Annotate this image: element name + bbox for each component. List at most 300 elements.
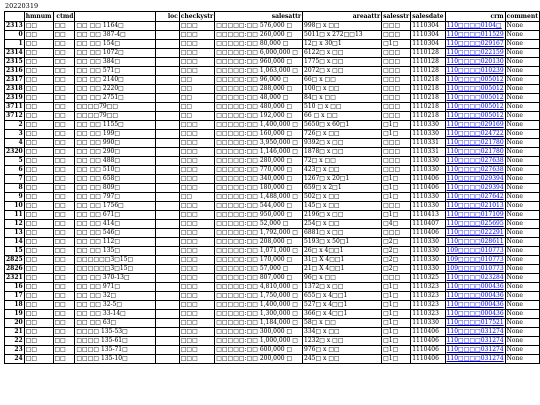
cell-index: 16 — [5, 283, 25, 292]
cell-checkystr: □□□ — [179, 22, 214, 31]
cell-ctmd: □□ — [53, 202, 75, 211]
cell-checkystr: □□□ — [179, 121, 214, 130]
cell-areaattr: 1775□ x □□ — [303, 58, 382, 67]
cell-crm[interactable]: 110□□□□027642 — [446, 193, 504, 200]
cell-salesattr: □□□□□:□□ 260,000 □ — [215, 31, 303, 40]
cell-hmnum: □□ — [24, 112, 53, 121]
cell-crm[interactable]: 110□□□□005012 — [446, 94, 504, 101]
table-row — [5, 346, 540, 355]
cell-comment: None — [505, 346, 539, 355]
cell-hmnum: □□ — [24, 283, 53, 292]
table-row — [5, 175, 540, 184]
cell-comment: None — [505, 265, 539, 274]
cell-areaattr: 2072□ x □□ — [303, 67, 382, 76]
cell-salesstr: □□□ — [382, 139, 411, 148]
cell-salesattr: □□□□□:□□ 300,000 □ — [215, 328, 303, 337]
cell-crm[interactable]: 110□□□□021013 — [446, 202, 504, 209]
cell-salesdate: 1110406 — [411, 355, 445, 364]
cell-address: □□ □□ 33-14□ — [75, 310, 156, 319]
cell-salesstr: □2□ — [382, 256, 411, 265]
cell-salesattr: □□□□□:□□ 1,792,000 □ — [215, 229, 303, 238]
cell-areaattr: 145□ x □□ — [303, 202, 382, 211]
cell-crm[interactable]: 110□□□□017521 — [446, 319, 504, 326]
cell-salesattr: □□□□□:□□ 1,488,000 □ — [215, 193, 303, 202]
cell-crm[interactable]: 110□□□□024722 — [446, 130, 504, 137]
cell-comment: None — [505, 130, 539, 139]
cell-crm[interactable]: 110□□□□027638 — [446, 157, 504, 164]
table-body — [5, 22, 540, 364]
cell-checkystr: □□□ — [179, 355, 214, 364]
cell-hmnum: □□ — [24, 94, 53, 103]
cell-checkystr: □□□ — [179, 211, 214, 220]
cell-salesdate: 1110323 — [411, 292, 445, 301]
cell-hmnum: □□ — [24, 31, 53, 40]
cell-comment: None — [505, 337, 539, 346]
cell-areaattr: 527□ x 4□□1 — [303, 301, 382, 310]
cell-loc — [156, 49, 179, 58]
cell-crm[interactable]: 110□□□□031274 — [446, 355, 504, 362]
cell-crm[interactable]: 110□□□□005012 — [446, 103, 504, 110]
cell-salesstr: □2□ — [382, 265, 411, 274]
cell-salesattr: □□□□□:□□ 48,000 □ — [215, 94, 303, 103]
cell-ctmd: □□ — [53, 166, 75, 175]
table-row — [5, 157, 540, 166]
cell-checkystr: □□□ — [179, 301, 214, 310]
table-row — [5, 31, 540, 40]
cell-hmnum: □□ — [24, 202, 53, 211]
cell-index: 11 — [5, 211, 25, 220]
cell-salesattr: □□□□□:□□ 1,071,000 □ — [215, 247, 303, 256]
cell-crm[interactable]: 110□□□□020130 — [446, 58, 504, 65]
cell-address: □□ □□ 32□ — [75, 292, 156, 301]
cell-salesstr: □1□ — [382, 184, 411, 193]
cell-hmnum: □□ — [24, 328, 53, 337]
cell-salesstr: □□□ — [382, 166, 411, 175]
cell-loc — [156, 58, 179, 67]
cell-comment: None — [505, 283, 539, 292]
cell-address: □□ □□ 1756□ — [75, 202, 156, 211]
cell-hmnum: □□ — [24, 319, 53, 328]
table-row — [5, 193, 540, 202]
cell-areaattr: 726□ x □□ — [303, 130, 382, 139]
cell-index: 20 — [5, 319, 25, 328]
cell-salesdate: 1110218 — [411, 112, 445, 121]
table-row — [5, 40, 540, 49]
cell-comment: None — [505, 292, 539, 301]
cell-address: □□ □□ 112□ — [75, 238, 156, 247]
cell-salesattr: □□□□□:□□ 1,184,000 □ — [215, 319, 303, 328]
cell-index: 14 — [5, 238, 25, 247]
cell-hmnum: □□ — [24, 76, 53, 85]
cell-address: □□ □□ 63□ — [75, 319, 156, 328]
cell-loc — [156, 175, 179, 184]
cell-ctmd: □□ — [53, 112, 75, 121]
cell-checkystr: □□ — [179, 103, 214, 112]
cell-loc — [156, 139, 179, 148]
cell-comment: None — [505, 184, 539, 193]
cell-salesattr: □□□□□:□□ 180,000 □ — [215, 184, 303, 193]
column-header-salesdate: salesdate — [412, 13, 444, 20]
cell-salesattr: □□□□□:□□ 57,000 □ — [215, 265, 303, 274]
cell-hmnum: □□ — [24, 346, 53, 355]
cell-checkystr: □□□ — [179, 157, 214, 166]
cell-ctmd: □□ — [53, 292, 75, 301]
cell-ctmd: □□ — [53, 157, 75, 166]
cell-comment: None — [505, 76, 539, 85]
table-row — [5, 103, 540, 112]
cell-salesdate: 1110323 — [411, 283, 445, 292]
table-row — [5, 58, 540, 67]
cell-loc — [156, 283, 179, 292]
cell-index: 15 — [5, 247, 25, 256]
cell-address: □□ □□ 671□ — [75, 211, 156, 220]
cell-salesattr: □□□□□:□□ 807,000 □ — [215, 274, 303, 283]
cell-areaattr: 1267□ x 20□1 — [303, 175, 382, 184]
cell-crm[interactable]: 110□□□□023284 — [446, 274, 504, 281]
cell-crm[interactable]: 110□□□□010239 — [446, 67, 504, 74]
cell-hmnum: □□ — [24, 40, 53, 49]
cell-loc — [156, 157, 179, 166]
cell-ctmd: □□ — [53, 337, 75, 346]
page-title: 20220319 — [5, 2, 39, 10]
cell-hmnum: □□ — [24, 139, 53, 148]
table-row — [5, 67, 540, 76]
cell-checkystr: □□□ — [179, 130, 214, 139]
cell-salesstr: □1□ — [382, 319, 411, 328]
cell-salesdate: 1110218 — [411, 76, 445, 85]
cell-salesstr: □□□ — [382, 157, 411, 166]
cell-crm[interactable]: 110□□□□005012 — [446, 85, 504, 92]
cell-address: □□□□□□3□15□ — [75, 256, 156, 265]
cell-comment: None — [505, 319, 539, 328]
cell-hmnum: □□ — [24, 22, 53, 31]
cell-comment: None — [505, 67, 539, 76]
cell-loc — [156, 40, 179, 49]
cell-crm[interactable]: 110□□□□021780 — [446, 139, 504, 146]
cell-crm[interactable]: 110□□□□000436 — [446, 283, 504, 290]
cell-ctmd: □□ — [53, 175, 75, 184]
cell-areaattr: 58□ x □□ — [303, 319, 382, 328]
cell-salesstr: □□□ — [382, 148, 411, 157]
cell-comment: None — [505, 193, 539, 202]
cell-salesdate: 1110330 — [411, 247, 445, 256]
cell-comment: None — [505, 202, 539, 211]
cell-hmnum: □□ — [24, 211, 53, 220]
cell-comment: None — [505, 22, 539, 31]
cell-salesstr: □1□ — [382, 301, 411, 310]
cell-index: 17 — [5, 292, 25, 301]
table-row — [5, 49, 540, 58]
cell-address: □□ □□ 1164□ — [75, 22, 156, 31]
cell-index: 2317 — [6, 76, 23, 83]
cell-ctmd: □□ — [53, 49, 75, 58]
table-row — [5, 211, 540, 220]
cell-ctmd: □□ — [53, 193, 75, 202]
cell-hmnum: □□ — [24, 220, 53, 229]
cell-areaattr: 72□ x □□ — [303, 157, 382, 166]
table-row — [5, 139, 540, 148]
column-header-salesattr: salesattr — [215, 12, 303, 22]
cell-salesdate: 1110325 — [411, 274, 445, 283]
cell-salesstr: □□□ — [382, 274, 411, 283]
table-row — [5, 229, 540, 238]
cell-ctmd: □□ — [53, 229, 75, 238]
cell-comment: None — [505, 175, 539, 184]
cell-salesattr: □□□□□:□□ 950,000 □ — [215, 211, 303, 220]
cell-address: □□ □□ 414□ — [75, 220, 156, 229]
column-header-checkystr: checkystr — [180, 13, 214, 20]
cell-hmnum: □□ — [24, 229, 53, 238]
cell-crm[interactable]: 110□□□□029169 — [446, 121, 504, 128]
cell-salesdate: 1110330 — [411, 166, 445, 175]
cell-salesstr: □1□ — [382, 193, 411, 202]
cell-salesdate: 1110331 — [411, 139, 445, 148]
table-row — [5, 22, 540, 31]
cell-hmnum: □□ — [24, 265, 53, 274]
cell-areaattr: 5193□ x 50□1 — [303, 238, 382, 247]
cell-crm[interactable]: 110□□□□031274 — [446, 337, 504, 344]
cell-areaattr: 21□ X 4□□1 — [303, 265, 382, 274]
cell-salesattr: □□□□□:□□ 576,000 □ — [215, 22, 303, 31]
cell-index: 10 — [5, 202, 25, 211]
cell-index: 21 — [5, 328, 25, 337]
cell-crm[interactable]: 110□□□□029394 — [446, 184, 504, 191]
cell-address: □□ □□ 290□ — [75, 148, 156, 157]
cell-ctmd: □□ — [53, 274, 75, 283]
cell-checkystr: □□□ — [179, 346, 214, 355]
cell-salesstr: □1□ — [382, 292, 411, 301]
cell-checkystr: □□□ — [179, 202, 214, 211]
cell-loc — [156, 31, 179, 40]
cell-checkystr: □□□ — [179, 337, 214, 346]
cell-areaattr: 96□ x □□ — [303, 274, 382, 283]
cell-crm[interactable]: 110□□□□022291 — [446, 229, 504, 236]
cell-checkystr: □□□ — [179, 139, 214, 148]
cell-loc — [156, 328, 179, 337]
cell-ctmd: □□ — [53, 247, 75, 256]
cell-checkystr: □□□ — [179, 148, 214, 157]
cell-salesdate: 1110323 — [411, 310, 445, 319]
cell-salesattr: □□□□□:□□ 340,000 □ — [215, 175, 303, 184]
cell-checkystr: □□□ — [179, 274, 214, 283]
cell-crm[interactable]: 110□□□□022159 — [446, 49, 504, 56]
cell-hmnum: □□ — [24, 58, 53, 67]
cell-salesstr: □1□ — [382, 310, 411, 319]
cell-loc — [156, 346, 179, 355]
cell-crm[interactable]: 110□□□□005012 — [446, 76, 504, 83]
cell-comment: None — [505, 85, 539, 94]
cell-ctmd: □□ — [53, 301, 75, 310]
cell-salesdate: 1110406 — [411, 328, 445, 337]
cell-salesattr: □□□□□:□□ 3,950,000 □ — [215, 139, 303, 148]
cell-address: □□ □□ 1072□ — [75, 49, 156, 58]
cell-loc — [156, 310, 179, 319]
cell-salesattr: □□□□□:□□ 770,000 □ — [215, 166, 303, 175]
cell-checkystr: □□ — [179, 94, 214, 103]
cell-salesattr: □□□□□:□□ 1,750,000 □ — [215, 292, 303, 301]
column-header-salesstr: salesstr — [383, 13, 410, 20]
table-row — [5, 247, 540, 256]
table-row — [5, 112, 540, 121]
cell-checkystr: □□ — [179, 193, 214, 202]
cell-crm[interactable]: 110□□□□017109 — [446, 211, 504, 218]
cell-address: □□ □□ 384□ — [75, 58, 156, 67]
cell-salesstr: □1□ — [382, 346, 411, 355]
cell-areaattr: 334□ x □□ — [303, 328, 382, 337]
cell-salesattr: □□□□□:□□ 52,000 □ — [215, 220, 303, 229]
cell-ctmd: □□ — [53, 67, 75, 76]
cell-loc — [156, 112, 179, 121]
cell-crm[interactable]: 110□□□□000436 — [446, 310, 504, 317]
cell-ctmd: □□ — [53, 76, 75, 85]
cell-checkystr: □□□ — [179, 184, 214, 193]
cell-salesstr: □4□ — [382, 220, 411, 229]
cell-crm[interactable]: 110□□□□031274 — [446, 328, 504, 335]
cell-comment: None — [505, 40, 539, 49]
cell-loc — [156, 22, 179, 31]
cell-loc — [156, 220, 179, 229]
cell-checkystr: □□□ — [179, 247, 214, 256]
table-row — [5, 310, 540, 319]
cell-index: 23 — [5, 346, 25, 355]
cell-salesstr: □□□ — [382, 202, 411, 211]
cell-crm[interactable]: 110□□□□021780 — [446, 148, 504, 155]
cell-loc — [156, 202, 179, 211]
cell-comment: None — [505, 220, 539, 229]
cell-crm[interactable]: 110□□□□029394 — [446, 175, 504, 182]
cell-checkystr: □□□ — [179, 238, 214, 247]
cell-crm[interactable]: 110□□□□000436 — [446, 301, 504, 308]
cell-salesattr: □□□□□:□□ 208,000 □ — [215, 238, 303, 247]
cell-crm[interactable]: 110□□□□005012 — [446, 112, 504, 119]
cell-loc — [156, 184, 179, 193]
cell-checkystr: □□□ — [179, 49, 214, 58]
cell-salesdate: 1110128 — [411, 49, 445, 58]
cell-index: 2316 — [6, 67, 23, 74]
cell-salesattr: □□□□□:□□ 960,000 □ — [215, 58, 303, 67]
cell-crm[interactable]: 109□□□□010773 — [446, 247, 504, 254]
cell-hmnum: □□ — [24, 193, 53, 202]
cell-areaattr: 366□ x 4□□1 — [303, 310, 382, 319]
cell-index: 6 — [5, 166, 25, 175]
cell-crm[interactable]: 110□□□□029167 — [446, 40, 504, 47]
cell-index: 18 — [5, 301, 25, 310]
column-header-index — [5, 12, 25, 22]
cell-areaattr: 1878□ x □□ — [303, 148, 382, 157]
cell-comment: None — [505, 157, 539, 166]
cell-crm[interactable]: 110□□□□028611 — [446, 238, 504, 245]
cell-areaattr: 5650□ x 60□1 — [303, 121, 382, 130]
cell-areaattr: 66 □ x □□ — [303, 112, 382, 121]
cell-hmnum: □□ — [24, 103, 53, 112]
cell-loc — [156, 247, 179, 256]
cell-address: □□ □□ 2140□ — [75, 76, 156, 85]
cell-salesdate: 1110304 — [411, 22, 445, 31]
cell-salesdate: 1110406 — [411, 337, 445, 346]
cell-checkystr: □□□ — [179, 283, 214, 292]
column-header-ctmd: ctmd — [53, 12, 75, 22]
cell-address: □□ □□ 797□ — [75, 193, 156, 202]
cell-crm[interactable]: 110□□□□025695 — [446, 220, 504, 227]
table-row — [5, 184, 540, 193]
cell-checkystr: □□ — [179, 85, 214, 94]
cell-crm[interactable]: 109□□□□010773 — [446, 265, 504, 272]
cell-loc — [156, 337, 179, 346]
cell-checkystr: □□□ — [179, 319, 214, 328]
cell-comment: None — [505, 31, 539, 40]
cell-address: □□ □□ 154□ — [75, 40, 156, 49]
cell-areaattr: 12□ x 30□1 — [303, 40, 382, 49]
cell-comment: None — [505, 211, 539, 220]
table-row — [5, 166, 540, 175]
table-row — [5, 283, 540, 292]
column-header-loc: loc — [156, 12, 179, 22]
cell-index: 2318 — [6, 85, 23, 92]
cell-areaattr: 659□ x 2□1 — [303, 184, 382, 193]
cell-areaattr: 100□ x □□ — [303, 85, 382, 94]
cell-crm[interactable]: 109□□□□010773 — [446, 256, 504, 263]
cell-hmnum: □□ — [24, 184, 53, 193]
cell-salesstr: □□□ — [382, 67, 411, 76]
cell-address: □□ □□ 971□ — [75, 283, 156, 292]
cell-salesstr: □1□ — [382, 328, 411, 337]
cell-areaattr: 6122□ x □□ — [303, 49, 382, 58]
table-row — [5, 76, 540, 85]
cell-loc — [156, 130, 179, 139]
cell-comment: None — [505, 49, 539, 58]
cell-comment: None — [505, 256, 539, 265]
cell-loc — [156, 292, 179, 301]
cell-salesattr: □□□□□:□□ 280,000 □ — [215, 157, 303, 166]
cell-index: 24 — [5, 355, 25, 364]
cell-ctmd: □□ — [53, 148, 75, 157]
cell-address: □□□□ 135-61□ — [75, 337, 156, 346]
cell-crm[interactable]: 110□□□□011529 — [446, 31, 504, 38]
cell-crm[interactable]: 110□□□□0104□ — [445, 22, 505, 31]
cell-crm[interactable]: 110□□□□000436 — [446, 292, 504, 299]
table-row — [5, 130, 540, 139]
cell-comment: None — [505, 166, 539, 175]
cell-hmnum: □□ — [24, 274, 53, 283]
cell-address: □□□□ 135-71□ — [75, 346, 156, 355]
cell-salesdate: 1110406 — [411, 175, 445, 184]
cell-salesdate: 1110330 — [411, 121, 445, 130]
cell-areaattr: 976□ x □□ — [303, 346, 382, 355]
cell-address: □□ □□ 1155□ — [75, 121, 156, 130]
cell-areaattr: 1232□ x □□ — [303, 337, 382, 346]
cell-hmnum: □□ — [24, 256, 53, 265]
cell-checkystr: □□ — [179, 112, 214, 121]
table-row — [5, 256, 540, 265]
cell-checkystr: □□□ — [179, 58, 214, 67]
cell-crm[interactable]: 110□□□□027638 — [446, 166, 504, 173]
cell-loc — [156, 121, 179, 130]
cell-salesdate: 1110128 — [411, 67, 445, 76]
cell-checkystr: □□□ — [179, 220, 214, 229]
cell-comment: None — [505, 301, 539, 310]
cell-salesstr: □□□ — [382, 112, 411, 121]
cell-crm[interactable]: 110□□□□031274 — [446, 346, 504, 353]
cell-ctmd: □□ — [53, 103, 75, 112]
cell-salesattr: □□□□□:□□ 170,000 □ — [215, 256, 303, 265]
cell-comment: None — [505, 310, 539, 319]
column-header-crm: crm — [445, 12, 505, 22]
cell-index: 2825 — [6, 256, 23, 263]
cell-index: 12 — [5, 220, 25, 229]
column-header-address — [75, 12, 156, 22]
cell-index: 1 — [5, 40, 25, 49]
cell-comment: None — [505, 58, 539, 67]
